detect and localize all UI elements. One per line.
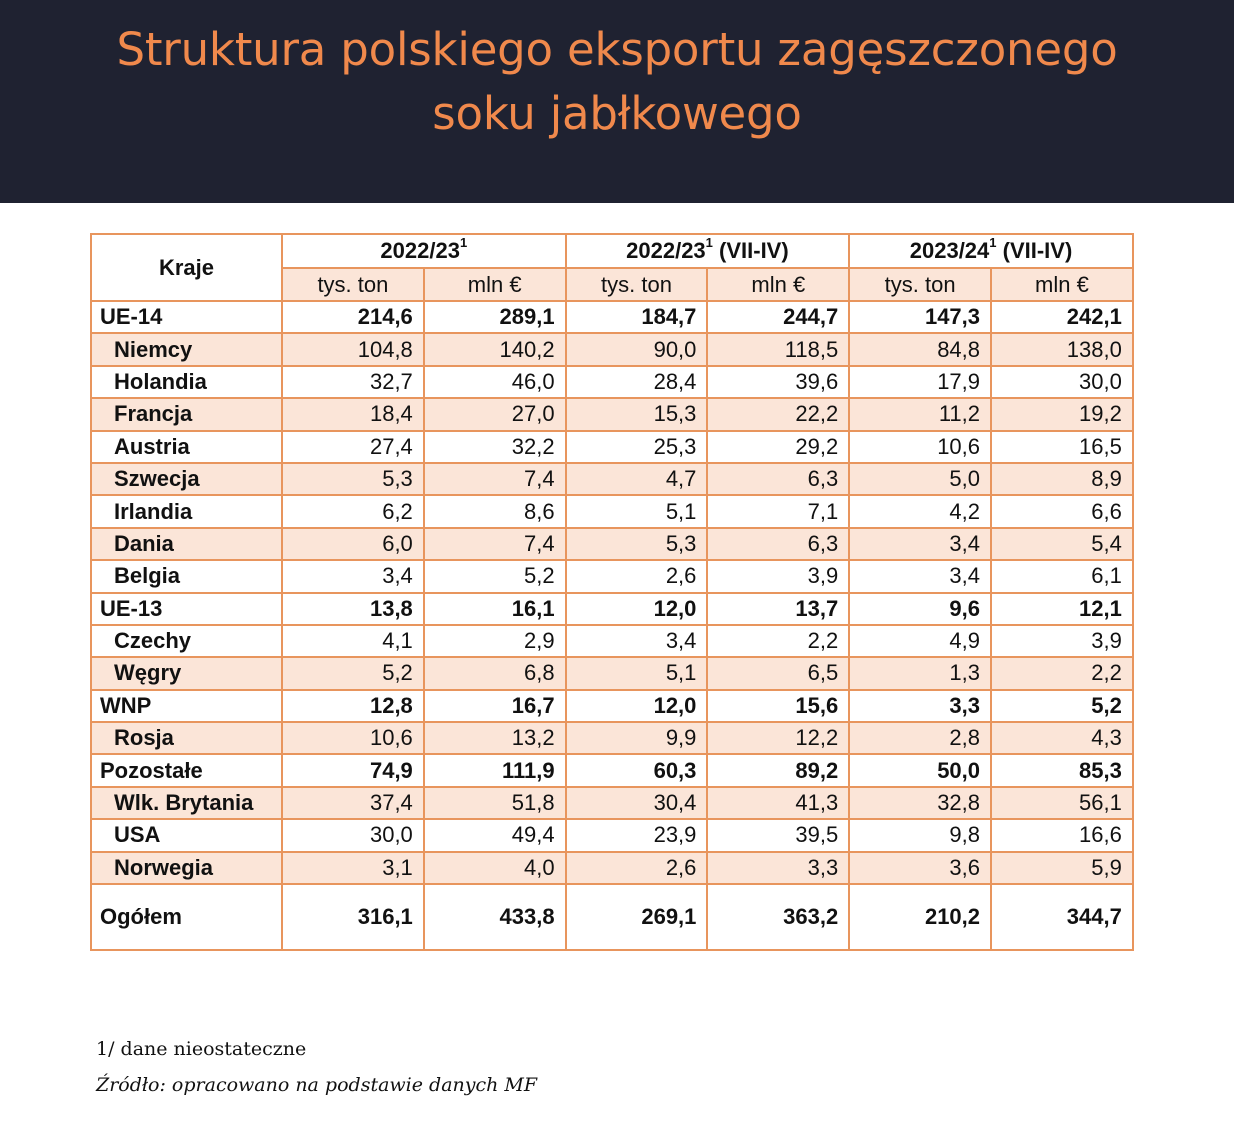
table-row	[91, 593, 1133, 625]
value-cell: 84,8	[849, 333, 991, 365]
country-name: Czechy	[91, 625, 282, 657]
value-cell: 27,4	[282, 431, 424, 463]
value-cell: 344,7	[991, 884, 1133, 950]
value-cell: 41,3	[707, 787, 849, 819]
value-cell: 10,6	[849, 431, 991, 463]
value-cell: 7,4	[424, 528, 566, 560]
value-cell: 9,8	[849, 819, 991, 851]
value-cell: 32,8	[849, 787, 991, 819]
value-cell: 5,3	[282, 463, 424, 495]
value-cell: 11,2	[849, 398, 991, 430]
value-cell: 118,5	[707, 333, 849, 365]
value-cell: 214,6	[282, 301, 424, 333]
country-name: Rosja	[91, 722, 282, 754]
value-cell: 18,4	[282, 398, 424, 430]
table-row	[91, 463, 1133, 495]
value-cell: 316,1	[282, 884, 424, 950]
country-name: Pozostałe	[91, 754, 282, 786]
value-cell: 140,2	[424, 333, 566, 365]
table-row	[91, 333, 1133, 365]
source-note: Źródło: opracowano na podstawie danych MF	[96, 1074, 538, 1096]
value-cell: 289,1	[424, 301, 566, 333]
value-cell: 19,2	[991, 398, 1133, 430]
table-row	[91, 690, 1133, 722]
value-cell: 30,0	[282, 819, 424, 851]
value-cell: 22,2	[707, 398, 849, 430]
value-cell: 46,0	[424, 366, 566, 398]
value-cell: 30,0	[991, 366, 1133, 398]
unit-header: mln €	[424, 268, 566, 301]
value-cell: 39,6	[707, 366, 849, 398]
table-row	[91, 495, 1133, 527]
period-header: $2022/23^1$	[282, 234, 566, 268]
value-cell: 2,2	[991, 657, 1133, 689]
header-banner	[0, 0, 1234, 203]
table-row	[91, 366, 1133, 398]
value-cell: 3,4	[282, 560, 424, 592]
value-cell: 138,0	[991, 333, 1133, 365]
value-cell: 12,1	[991, 593, 1133, 625]
value-cell: 13,7	[707, 593, 849, 625]
value-cell: 433,8	[424, 884, 566, 950]
value-cell: 16,7	[424, 690, 566, 722]
table-row	[91, 398, 1133, 430]
value-cell: 3,9	[707, 560, 849, 592]
value-cell: 3,4	[566, 625, 708, 657]
value-cell: 2,6	[566, 560, 708, 592]
table-row	[91, 301, 1133, 333]
value-cell: 25,3	[566, 431, 708, 463]
value-cell: 242,1	[991, 301, 1133, 333]
value-cell: 28,4	[566, 366, 708, 398]
page-title	[0, 18, 1234, 146]
value-cell: 50,0	[849, 754, 991, 786]
value-cell: 32,7	[282, 366, 424, 398]
value-cell: 244,7	[707, 301, 849, 333]
export-table-container	[90, 233, 1132, 951]
value-cell: 9,9	[566, 722, 708, 754]
value-cell: 104,8	[282, 333, 424, 365]
country-name: Niemcy	[91, 333, 282, 365]
value-cell: 51,8	[424, 787, 566, 819]
value-cell: 3,3	[849, 690, 991, 722]
value-cell: 6,3	[707, 528, 849, 560]
value-cell: 12,0	[566, 593, 708, 625]
country-name: UE-14	[91, 301, 282, 333]
value-cell: 2,8	[849, 722, 991, 754]
country-name: Ogółem	[91, 884, 282, 950]
table-row	[91, 625, 1133, 657]
table-row	[91, 560, 1133, 592]
value-cell: 49,4	[424, 819, 566, 851]
value-cell: 3,9	[991, 625, 1133, 657]
value-cell: 12,0	[566, 690, 708, 722]
value-cell: 32,2	[424, 431, 566, 463]
table-row	[91, 819, 1133, 851]
value-cell: 3,3	[707, 852, 849, 884]
country-name: Francja	[91, 398, 282, 430]
unit-header: tys. ton	[566, 268, 708, 301]
period-header: $2022/23^1$ (VII-IV)	[566, 234, 850, 268]
unit-header: mln €	[707, 268, 849, 301]
value-cell: 12,8	[282, 690, 424, 722]
country-column-header: Kraje	[91, 234, 282, 301]
table-row	[91, 431, 1133, 463]
table-body	[91, 301, 1133, 950]
country-name: Norwegia	[91, 852, 282, 884]
value-cell: 39,5	[707, 819, 849, 851]
value-cell: 5,3	[566, 528, 708, 560]
value-cell: 6,8	[424, 657, 566, 689]
value-cell: 3,4	[849, 560, 991, 592]
value-cell: 147,3	[849, 301, 991, 333]
value-cell: 29,2	[707, 431, 849, 463]
value-cell: 37,4	[282, 787, 424, 819]
table-row	[91, 722, 1133, 754]
table-row	[91, 852, 1133, 884]
value-cell: 90,0	[566, 333, 708, 365]
table-row	[91, 754, 1133, 786]
country-name: Holandia	[91, 366, 282, 398]
title-line-2: soku jabłkowego	[432, 87, 802, 140]
value-cell: 2,6	[566, 852, 708, 884]
country-name: WNP	[91, 690, 282, 722]
value-cell: 7,1	[707, 495, 849, 527]
country-name: Węgry	[91, 657, 282, 689]
value-cell: 111,9	[424, 754, 566, 786]
value-cell: 6,0	[282, 528, 424, 560]
value-cell: 4,0	[424, 852, 566, 884]
value-cell: 12,2	[707, 722, 849, 754]
value-cell: 4,3	[991, 722, 1133, 754]
value-cell: 16,1	[424, 593, 566, 625]
unit-header: tys. ton	[282, 268, 424, 301]
value-cell: 5,9	[991, 852, 1133, 884]
value-cell: 6,6	[991, 495, 1133, 527]
value-cell: 269,1	[566, 884, 708, 950]
table-row	[91, 884, 1133, 950]
footnote: 1/ dane nieostateczne	[96, 1038, 307, 1060]
country-name: Wlk. Brytania	[91, 787, 282, 819]
value-cell: 6,3	[707, 463, 849, 495]
value-cell: 74,9	[282, 754, 424, 786]
country-name: UE-13	[91, 593, 282, 625]
value-cell: 4,2	[849, 495, 991, 527]
value-cell: 4,9	[849, 625, 991, 657]
value-cell: 2,9	[424, 625, 566, 657]
value-cell: 89,2	[707, 754, 849, 786]
value-cell: 4,1	[282, 625, 424, 657]
value-cell: 3,6	[849, 852, 991, 884]
value-cell: 5,0	[849, 463, 991, 495]
value-cell: 6,5	[707, 657, 849, 689]
value-cell: 9,6	[849, 593, 991, 625]
title-line-1: Struktura polskiego eksportu zagęszczonego	[116, 23, 1118, 76]
value-cell: 5,2	[991, 690, 1133, 722]
value-cell: 23,9	[566, 819, 708, 851]
value-cell: 210,2	[849, 884, 991, 950]
value-cell: 1,3	[849, 657, 991, 689]
value-cell: 13,2	[424, 722, 566, 754]
unit-header: tys. ton	[849, 268, 991, 301]
country-name: Dania	[91, 528, 282, 560]
value-cell: 3,1	[282, 852, 424, 884]
value-cell: 5,2	[424, 560, 566, 592]
value-cell: 3,4	[849, 528, 991, 560]
value-cell: 7,4	[424, 463, 566, 495]
value-cell: 5,4	[991, 528, 1133, 560]
value-cell: 56,1	[991, 787, 1133, 819]
country-name: Austria	[91, 431, 282, 463]
value-cell: 184,7	[566, 301, 708, 333]
value-cell: 15,3	[566, 398, 708, 430]
value-cell: 15,6	[707, 690, 849, 722]
value-cell: 5,1	[566, 657, 708, 689]
table-row	[91, 657, 1133, 689]
country-name: Belgia	[91, 560, 282, 592]
value-cell: 6,2	[282, 495, 424, 527]
unit-header: mln €	[991, 268, 1133, 301]
value-cell: 8,9	[991, 463, 1133, 495]
value-cell: 6,1	[991, 560, 1133, 592]
value-cell: 60,3	[566, 754, 708, 786]
value-cell: 13,8	[282, 593, 424, 625]
value-cell: 363,2	[707, 884, 849, 950]
value-cell: 16,6	[991, 819, 1133, 851]
value-cell: 5,1	[566, 495, 708, 527]
country-name: USA	[91, 819, 282, 851]
value-cell: 16,5	[991, 431, 1133, 463]
value-cell: 30,4	[566, 787, 708, 819]
value-cell: 17,9	[849, 366, 991, 398]
table-row	[91, 528, 1133, 560]
value-cell: 2,2	[707, 625, 849, 657]
value-cell: 4,7	[566, 463, 708, 495]
table-row	[91, 787, 1133, 819]
value-cell: 8,6	[424, 495, 566, 527]
value-cell: 10,6	[282, 722, 424, 754]
export-table	[90, 233, 1134, 951]
period-header: $2023/24^1$ (VII-IV)	[849, 234, 1133, 268]
value-cell: 5,2	[282, 657, 424, 689]
value-cell: 85,3	[991, 754, 1133, 786]
value-cell: 27,0	[424, 398, 566, 430]
country-name: Szwecja	[91, 463, 282, 495]
country-name: Irlandia	[91, 495, 282, 527]
